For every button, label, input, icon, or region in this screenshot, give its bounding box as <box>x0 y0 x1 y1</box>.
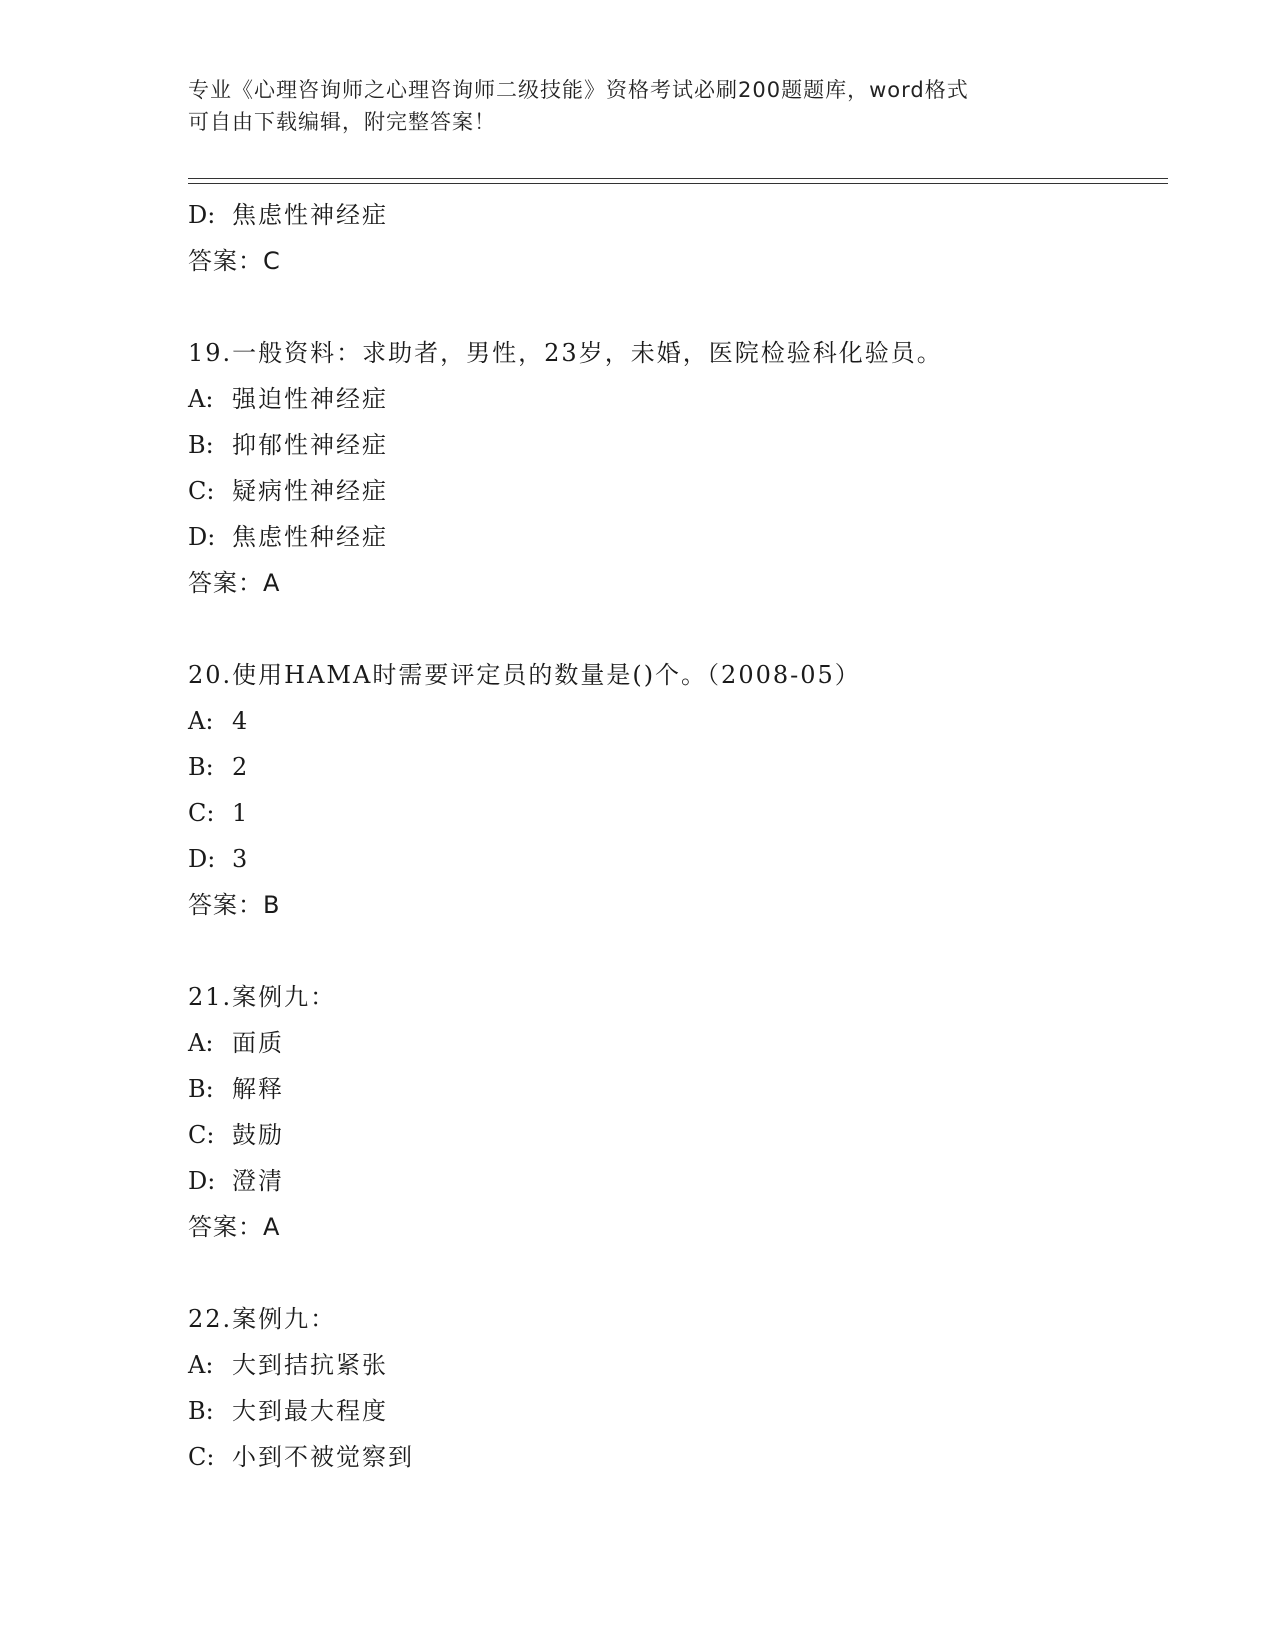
option-text: 4 <box>232 707 250 735</box>
option-b <box>188 422 1168 468</box>
option-prefix: C: <box>188 1443 215 1471</box>
header-divider-top <box>188 178 1168 179</box>
option-text: 抑郁性神经症 <box>232 431 388 459</box>
option-text: 大到拮抗紧张 <box>232 1351 388 1379</box>
option-c <box>188 1434 1168 1480</box>
option-d <box>188 836 1168 882</box>
option-prefix: D: <box>188 845 216 873</box>
option-c <box>188 468 1168 514</box>
answer-line: 答案：B <box>188 891 281 919</box>
option-text: 1 <box>232 799 250 827</box>
question-stem: 22.案例九： <box>188 1305 337 1333</box>
answer-line: 答案：A <box>188 569 281 597</box>
option-text: 小到不被觉察到 <box>232 1443 414 1471</box>
header-line-2: 可自由下载编辑，附完整答案！ <box>188 110 496 134</box>
option-a <box>188 1020 1168 1066</box>
option-text: 面质 <box>232 1029 284 1057</box>
option-text: 澄清 <box>232 1167 284 1195</box>
option-prefix: C: <box>188 1121 215 1149</box>
option-c <box>188 790 1168 836</box>
option-prefix: C: <box>188 799 215 827</box>
option-text: 大到最大程度 <box>232 1397 388 1425</box>
option-d <box>188 1158 1168 1204</box>
option-text: 2 <box>232 753 250 781</box>
option-b <box>188 744 1168 790</box>
option-prefix: A: <box>188 1351 214 1379</box>
option-prefix: B: <box>188 1075 214 1103</box>
answer-line: 答案：A <box>188 1213 281 1241</box>
option-text: 焦虑性神经症 <box>232 201 388 229</box>
option-d <box>188 192 1168 238</box>
option-text: 强迫性神经症 <box>232 385 388 413</box>
option-prefix: D: <box>188 1167 216 1195</box>
header-line-1: 专业《心理咨询师之心理咨询师二级技能》资格考试必刷200题题库，word格式 <box>188 78 969 102</box>
option-prefix: C: <box>188 477 215 505</box>
option-d <box>188 514 1168 560</box>
answer-line: 答案：C <box>188 247 281 275</box>
question-stem: 20.使用HAMA时需要评定员的数量是()个。（2008-05） <box>188 661 861 689</box>
option-prefix: B: <box>188 1397 214 1425</box>
option-text: 3 <box>232 845 250 873</box>
document-header <box>188 74 1088 138</box>
option-prefix: B: <box>188 431 214 459</box>
option-text: 焦虑性种经症 <box>232 523 388 551</box>
option-prefix: B: <box>188 753 214 781</box>
option-b <box>188 1388 1168 1434</box>
option-a <box>188 698 1168 744</box>
option-b <box>188 1066 1168 1112</box>
option-text: 疑病性神经症 <box>232 477 388 505</box>
option-text: 解释 <box>232 1075 284 1103</box>
question-stem: 21.案例九： <box>188 983 337 1011</box>
question-list <box>188 192 1168 1480</box>
option-prefix: D: <box>188 523 216 551</box>
option-text: 鼓励 <box>232 1121 284 1149</box>
header-divider-bottom <box>188 183 1168 184</box>
option-prefix: A: <box>188 385 214 413</box>
option-c <box>188 1112 1168 1158</box>
option-a <box>188 1342 1168 1388</box>
question-stem: 19.一般资料：求助者，男性，23岁，未婚，医院检验科化验员。 <box>188 339 943 367</box>
option-prefix: D: <box>188 201 216 229</box>
option-prefix: A: <box>188 707 214 735</box>
option-prefix: A: <box>188 1029 214 1057</box>
option-a <box>188 376 1168 422</box>
